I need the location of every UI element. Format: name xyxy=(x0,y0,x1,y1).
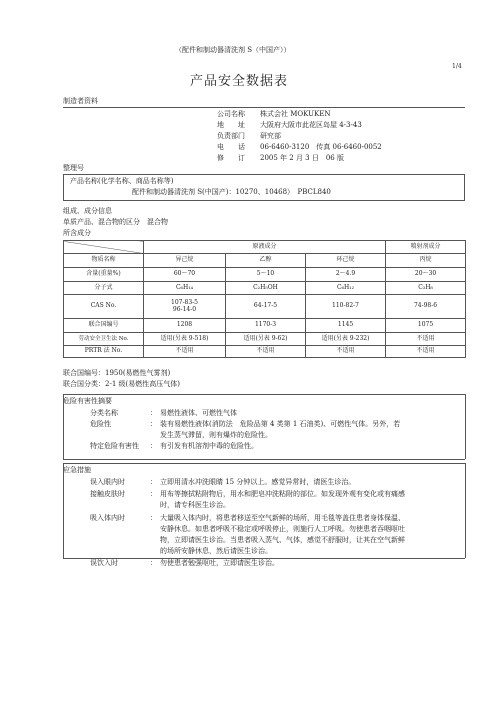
product-name-value: 配件和制动器清洗剂 S(中国产)：10270、10468） PBCL840 xyxy=(132,188,331,196)
column-header: 物质名称 xyxy=(64,254,144,268)
table-cell: C₆H₁₂ xyxy=(306,282,386,295)
row-label: 分子式 xyxy=(64,282,144,295)
section-frame-left xyxy=(63,394,64,459)
un-class-note: 联合国分类：2-1 级(易燃性高压气体) xyxy=(63,380,180,388)
section-frame-right xyxy=(465,394,466,459)
hazard-section-title: 危险有害性摘要 xyxy=(63,397,112,405)
department-value: 研究部 xyxy=(260,132,281,140)
specific-hazard-text: 有引发有机溶剂中毒的危险性。 xyxy=(160,442,258,450)
table-corner-cell xyxy=(64,241,144,254)
table-cell: 不适用 xyxy=(386,346,466,358)
doc-label: （配件和制动器清洗剂 S（中国产）） xyxy=(175,46,291,54)
inhalation-text: 的场所安静休息，然后请医生诊治。 xyxy=(160,547,272,555)
divider xyxy=(63,394,465,395)
eye-contact-text: 立即用清水冲洗眼睛 15 分钟以上。感觉异常时，请医生诊治。 xyxy=(160,478,356,486)
colon: ： xyxy=(150,559,157,567)
colon: ： xyxy=(150,490,157,498)
page-title: 产品安全数据表 xyxy=(190,74,289,89)
column-header: 环己烷 xyxy=(306,254,386,268)
eye-contact-label: 误入眼内时 xyxy=(90,478,125,486)
page-number: 1/4 xyxy=(452,63,462,70)
address-value: 大阪府大阪市此花区岛屋 4-3-43 xyxy=(260,121,362,129)
department-label: 负责部门 xyxy=(217,132,245,140)
composition-table xyxy=(63,240,466,358)
colon: ： xyxy=(150,442,157,450)
row-label: PRTR 法 No. xyxy=(64,346,144,358)
hazard-class-label: 分类名称 xyxy=(90,409,118,417)
danger-text: 装有易燃性液体(消防法 危险品第 4 类第 1 石油类)、可燃性气体。另外，若 xyxy=(160,420,401,428)
colon: ： xyxy=(150,478,157,486)
table-row xyxy=(64,282,466,295)
phone-fax-value: 06-6460-3120 传真 06-6460-0052 xyxy=(260,143,382,151)
table-cell: 2～4.9 xyxy=(306,268,386,282)
danger-text: 发生蒸气滞留，则有爆炸的危险性。 xyxy=(160,431,272,439)
table-row xyxy=(64,295,466,319)
colon: ： xyxy=(150,514,157,522)
revision-value: 2005 年 2 月 3 日 06 版 xyxy=(260,154,344,162)
address-label: 地 址 xyxy=(217,121,245,129)
composition-section-title: 组成、成分信息 xyxy=(63,207,112,215)
mixture-kind: 单质产品、混合物的区分 混合物 xyxy=(63,218,168,226)
table-cell: 适用(另表 9-518) xyxy=(144,333,226,346)
table-cell: 1075 xyxy=(386,319,466,333)
table-cell: 110-82-7 xyxy=(306,295,386,319)
table-cell: 60～70 xyxy=(144,268,226,282)
row-label: 劳动安全卫生法 No. xyxy=(64,333,144,346)
column-header: 乙醇 xyxy=(226,254,306,268)
phone-label: 电 话 xyxy=(217,143,245,151)
table-cell: 5～10 xyxy=(226,268,306,282)
first-aid-section-title: 应急措施 xyxy=(63,466,91,474)
table-row xyxy=(64,319,466,333)
table-cell: 64-17-5 xyxy=(226,295,306,319)
stock-components-header: 原液成分 xyxy=(144,241,386,254)
table-cell: C₂H₅OH xyxy=(226,282,306,295)
table-cell: 20～30 xyxy=(386,268,466,282)
table-cell: 不适用 xyxy=(386,333,466,346)
table-cell: 不适用 xyxy=(226,346,306,358)
skin-contact-text: 时，请专科医生诊治。 xyxy=(160,501,230,509)
table-cell: C₆H₁₄ xyxy=(144,282,226,295)
table-cell: 1208 xyxy=(144,319,226,333)
skin-contact-text: 用布等擦拭粘附物后，用水和肥皂冲洗粘附的部位。如发现外观有变化或有痛感 xyxy=(160,490,405,498)
inhalation-text: 大量吸入体内时，将患者移送至空气新鲜的场所，用毛毯等盖住患者身体保温、 xyxy=(160,514,405,522)
table-cell: 不适用 xyxy=(144,346,226,358)
table-cell: 适用(另表 9-62) xyxy=(226,333,306,346)
product-name-label: 产品名称(化学名称、商品名称等) xyxy=(70,177,174,185)
table-cell: 1170-3 xyxy=(226,319,306,333)
row-label: 含量(重量%) xyxy=(64,268,144,282)
ingestion-label: 误饮入时 xyxy=(90,559,118,567)
manufacturer-section-title: 制造者资料 xyxy=(63,97,98,105)
table-cell: 不适用 xyxy=(306,346,386,358)
reg-no-label: 整理号 xyxy=(63,164,84,172)
table-cell: 1145 xyxy=(306,319,386,333)
skin-contact-label: 接触皮肤时 xyxy=(90,490,125,498)
row-label: 联合国编号 xyxy=(64,319,144,333)
colon: ： xyxy=(150,420,157,428)
inhalation-label: 吸入体内时 xyxy=(90,514,125,522)
company-name-label: 公司名称 xyxy=(217,110,245,118)
components-label: 所含成分 xyxy=(63,229,91,237)
table-row xyxy=(64,268,466,282)
company-name-value: 株式会社 MOKUKEN xyxy=(260,110,331,118)
divider xyxy=(63,459,465,460)
table-row xyxy=(64,346,466,358)
table-row xyxy=(64,333,466,346)
specific-hazard-label: 特定危险有害性 xyxy=(90,442,139,450)
table-cell: 适用(另表 9-232) xyxy=(306,333,386,346)
column-header: 丙烷 xyxy=(386,254,466,268)
column-header: 异己烷 xyxy=(144,254,226,268)
row-label: CAS No. xyxy=(64,295,144,319)
divider xyxy=(63,107,465,108)
section-frame-right xyxy=(465,463,466,558)
un-number-note: 联合国编号：1950(易燃性气雾剂) xyxy=(63,369,171,377)
hazard-class-text: 易燃性液体、可燃性气体 xyxy=(160,409,237,417)
propellant-header: 喷射剂成分 xyxy=(386,241,466,254)
table-cell: 107-83-5 96-14-0 xyxy=(144,295,226,319)
table-cell: 74-98-6 xyxy=(386,295,466,319)
colon: ： xyxy=(150,409,157,417)
inhalation-text: 安静休息。如患者呼吸不稳定或呼吸停止，则施行人工呼吸。勿使患者吞咽呕吐 xyxy=(160,525,405,533)
inhalation-text: 物，立即请医生诊治。当患者吸入蒸气、气体，感觉不舒服时，让其在空气新鲜 xyxy=(160,536,405,544)
danger-label: 危险性 xyxy=(90,420,111,428)
revision-label: 修 订 xyxy=(217,154,245,162)
ingestion-text: 勿使患者勉强呕吐，立即请医生诊治。 xyxy=(160,559,279,567)
table-cell: C₃H₈ xyxy=(386,282,466,295)
section-frame-left xyxy=(63,463,64,558)
divider xyxy=(63,463,465,464)
